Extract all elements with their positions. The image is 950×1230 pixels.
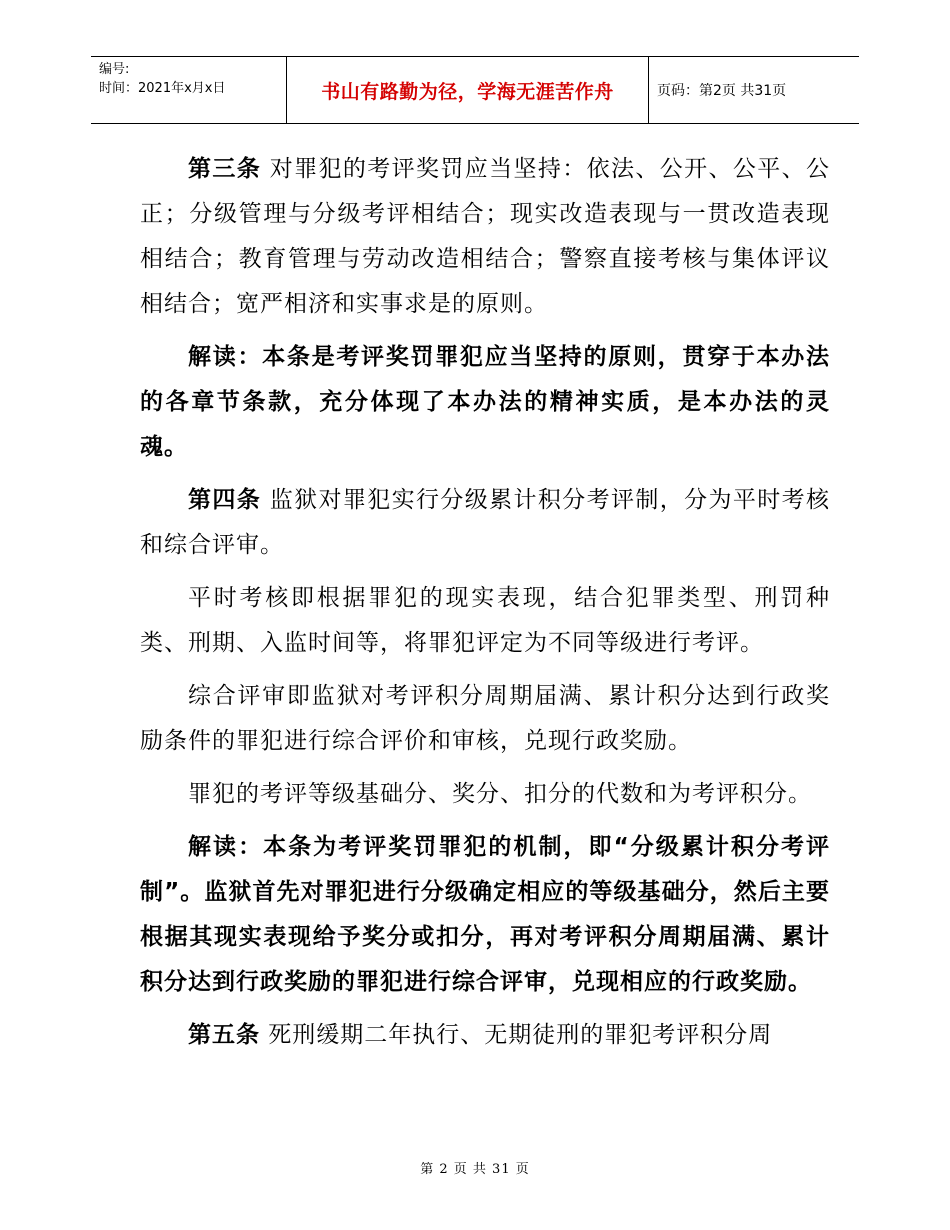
header-slogan: 书山有路勤为径，学海无涯苦作舟 — [286, 57, 649, 123]
article-text: 死刑缓期二年执行、无期徒刑的罪犯考评积分周 — [260, 1022, 773, 1048]
paragraph-routine-assessment: 平时考核即根据罪犯的现实表现，结合犯罪类型、刑罚种类、刑期、入监时间等，将罪犯评定为不同等级进行考评。 — [140, 585, 830, 656]
article-3 — [140, 147, 830, 327]
page-footer: 第 2 页 共 31 页 — [420, 1162, 530, 1177]
page-header — [91, 56, 859, 124]
article-text: 对罪犯的考评奖罚应当坚持：依法、公开、公平、公正；分级管理与分级考评相结合；现实改造表现与一贯改造表现相结合；教育管理与劳动改造相结合；警察直接考核与集体评议相结合；宽严相济和实事求是的原则。 — [140, 156, 831, 317]
article-5 — [140, 1013, 830, 1058]
paragraph-score-definition: 罪犯的考评等级基础分、奖分、扣分的代数和为考评积分。 — [188, 781, 812, 807]
number-label: 编号: — [99, 62, 130, 77]
header-meta — [99, 60, 225, 98]
interpretation-3: 解读：本条是考评奖罚罪犯应当坚持的原则，贯穿于本办法的各章节条款，充分体现了本办法的精神实质，是本办法的灵魂。 — [140, 344, 830, 460]
time-label: 时间：2021年x月x日 — [99, 81, 226, 96]
header-page-info: 页码：第2页 共31页 — [657, 83, 787, 99]
document-body — [140, 147, 830, 1066]
paragraph-comprehensive-review: 综合评审即监狱对考评积分周期届满、累计积分达到行政奖励条件的罪犯进行综合评价和审核，兑现行政奖励。 — [140, 683, 830, 754]
article-text: 监狱对罪犯实行分级累计积分考评制，分为平时考核和综合评审。 — [140, 487, 831, 558]
article-heading: 第五条 — [188, 1022, 260, 1048]
article-heading: 第四条 — [188, 487, 262, 513]
article-heading: 第三条 — [188, 156, 262, 182]
interpretation-4: 解读：本条为考评奖罚罪犯的机制，即“分级累计积分考评制”。监狱首先对罪犯进行分级确定相应的等级基础分，然后主要根据其现实表现给予奖分或扣分，再对考评积分周期届满、累计积分达到行政奖励的罪犯进行综合评审，兑现相应的行政奖励。 — [140, 834, 830, 995]
article-4 — [140, 478, 830, 568]
